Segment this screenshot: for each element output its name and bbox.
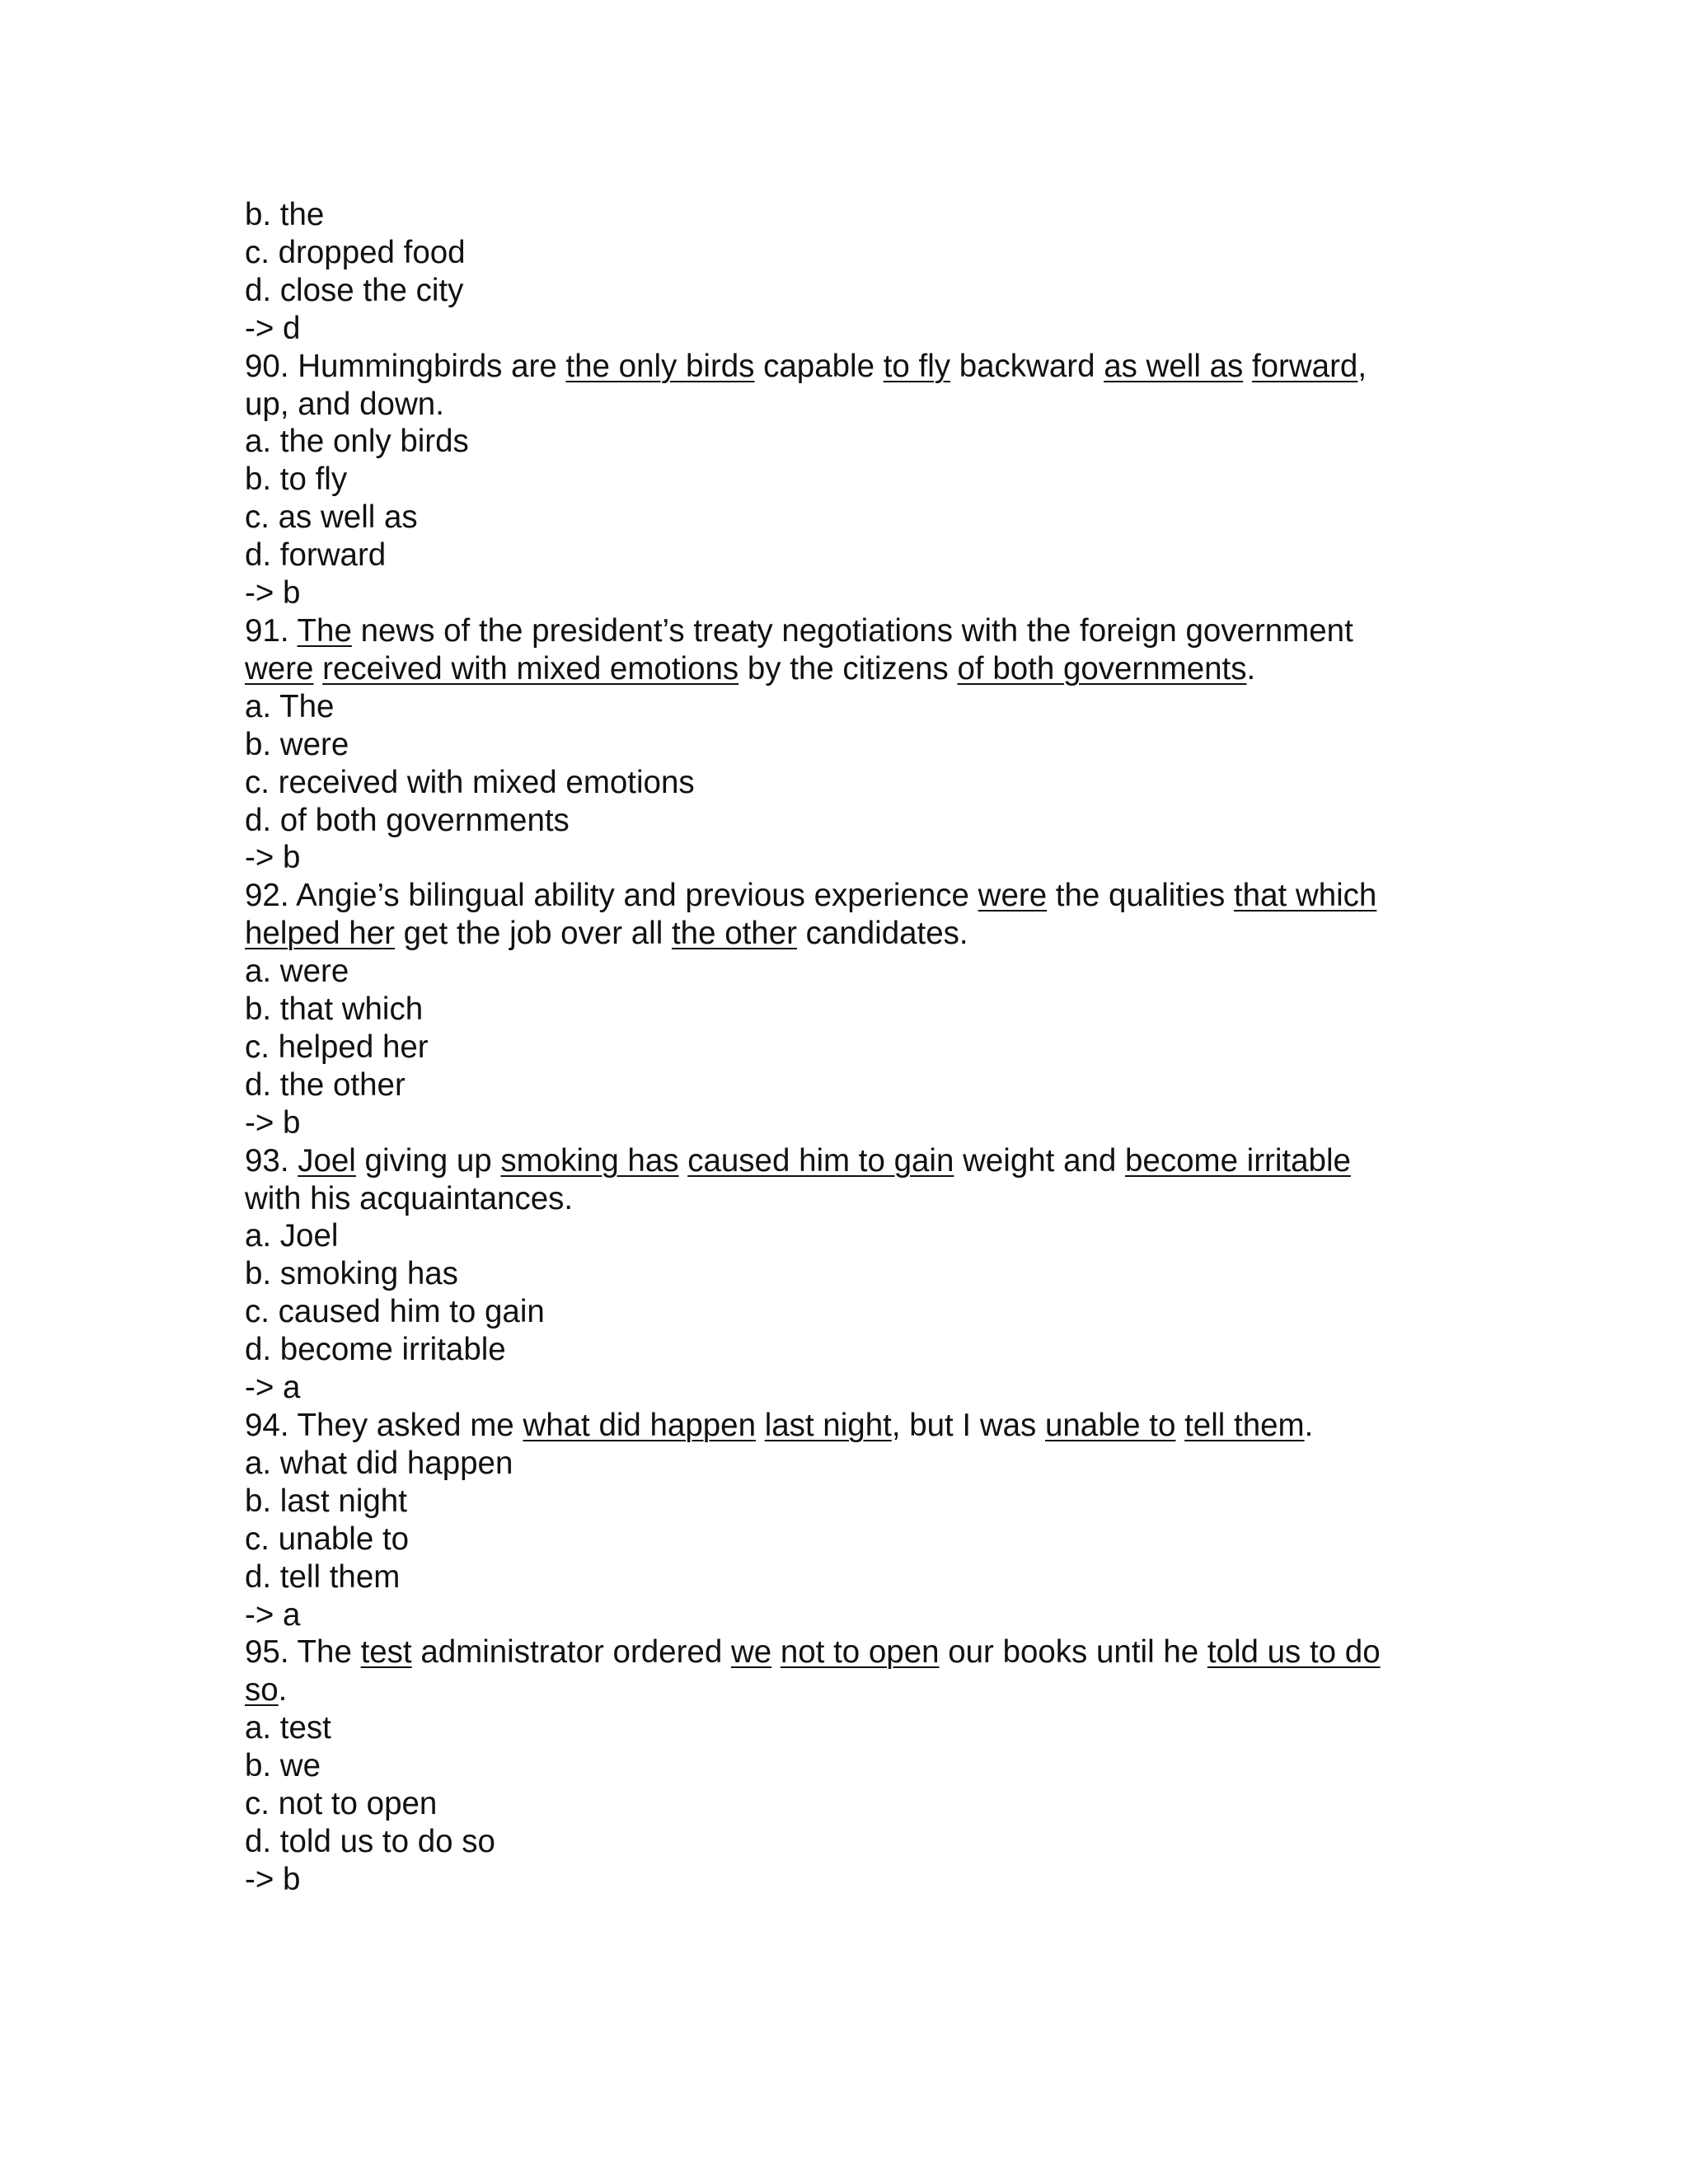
text-segment bbox=[771, 1634, 781, 1670]
answer-option: d. forward bbox=[245, 537, 387, 574]
text-segment: weight and bbox=[954, 1142, 1126, 1179]
question-stem-line bbox=[245, 650, 1456, 688]
answer-option: a. Joel bbox=[245, 1218, 339, 1254]
question-stem-line bbox=[245, 1142, 1456, 1180]
text-segment bbox=[679, 1143, 688, 1179]
text-segment: , bbox=[1357, 348, 1367, 384]
underlined-segment: received with mixed emotions bbox=[322, 650, 739, 687]
question-stem-line bbox=[245, 915, 1456, 953]
answer-key: -> a bbox=[245, 1596, 301, 1633]
answer-option: d. become irritable bbox=[245, 1332, 506, 1368]
question-stem-line bbox=[245, 612, 1456, 650]
text-segment: 95. The bbox=[245, 1634, 361, 1671]
text-segment: candidates. bbox=[796, 916, 968, 952]
text-segment bbox=[1243, 349, 1252, 384]
underlined-segment: the only birds bbox=[565, 348, 755, 384]
text-segment: . bbox=[1304, 1408, 1314, 1443]
text-segment bbox=[756, 1408, 765, 1443]
answer-option: c. helped her bbox=[245, 1029, 429, 1065]
text-segment: administrator ordered bbox=[411, 1634, 731, 1671]
underlined-segment: as well as bbox=[1104, 348, 1244, 384]
text-segment: up, and down. bbox=[245, 386, 444, 422]
question-94 bbox=[245, 1407, 1456, 1633]
question-stem-line bbox=[245, 1671, 1456, 1709]
answer-option: b. last night bbox=[245, 1483, 407, 1519]
text-segment bbox=[313, 651, 322, 687]
answer-option: a. The bbox=[245, 688, 335, 724]
text-segment: by the citizens bbox=[738, 650, 958, 687]
question-stem-line bbox=[245, 877, 1456, 915]
question-stem-line bbox=[245, 1407, 1456, 1445]
underlined-segment: we bbox=[730, 1634, 772, 1671]
answer-option: c. not to open bbox=[245, 1786, 438, 1822]
text-segment: the qualities bbox=[1047, 878, 1234, 914]
underlined-segment: caused him to gain bbox=[687, 1142, 954, 1179]
question-95 bbox=[245, 1633, 1456, 1898]
answer-option: a. test bbox=[245, 1710, 331, 1746]
underlined-segment: not to open bbox=[780, 1634, 940, 1671]
question-stem-line bbox=[245, 348, 1456, 386]
answer-option: b. to fly bbox=[245, 462, 348, 498]
question-stem-line bbox=[245, 1180, 1456, 1218]
fragment-option-d: d. close the city bbox=[245, 272, 464, 308]
answer-option: c. unable to bbox=[245, 1521, 410, 1557]
fragment-block bbox=[245, 196, 1456, 348]
question-stem-line bbox=[245, 1633, 1456, 1671]
underlined-segment: that which bbox=[1233, 878, 1377, 914]
underlined-segment: forward bbox=[1251, 348, 1358, 384]
underlined-segment: test bbox=[360, 1634, 412, 1671]
text-segment: backward bbox=[950, 348, 1104, 384]
answer-option: c. received with mixed emotions bbox=[245, 764, 695, 800]
underlined-segment: Joel bbox=[298, 1142, 356, 1179]
text-segment: capable bbox=[754, 348, 884, 384]
text-segment: news of the president’s treaty negotiations with the foreign government bbox=[351, 612, 1353, 649]
text-segment: giving up bbox=[355, 1142, 501, 1179]
answer-key: -> b bbox=[245, 840, 301, 876]
answer-option: d. told us to do so bbox=[245, 1823, 495, 1859]
text-segment: get the job over all bbox=[394, 916, 672, 952]
text-segment: our books until he bbox=[939, 1634, 1207, 1671]
text-segment: . bbox=[1246, 650, 1256, 687]
answer-option: d. of both governments bbox=[245, 802, 570, 838]
question-93 bbox=[245, 1142, 1456, 1407]
answer-key: -> b bbox=[245, 575, 301, 612]
underlined-segment: what did happen bbox=[523, 1408, 756, 1443]
underlined-segment: last night bbox=[764, 1408, 892, 1443]
answer-option: a. were bbox=[245, 954, 349, 990]
document-page bbox=[245, 196, 1456, 1899]
question-92 bbox=[245, 877, 1456, 1141]
text-segment: 93. bbox=[245, 1142, 298, 1179]
answer-option: d. the other bbox=[245, 1066, 406, 1103]
underlined-segment: The bbox=[297, 612, 352, 649]
underlined-segment: unable to bbox=[1044, 1408, 1176, 1443]
underlined-segment: become irritable bbox=[1125, 1142, 1351, 1179]
answer-option: a. what did happen bbox=[245, 1445, 513, 1481]
underlined-segment: the other bbox=[671, 916, 797, 952]
underlined-segment: told us to do bbox=[1207, 1634, 1381, 1671]
answer-option: b. that which bbox=[245, 991, 424, 1028]
answer-option: b. smoking has bbox=[245, 1256, 458, 1292]
underlined-segment: to fly bbox=[883, 348, 951, 384]
answer-option: c. caused him to gain bbox=[245, 1294, 545, 1330]
answer-option: b. we bbox=[245, 1748, 321, 1784]
answer-option: c. as well as bbox=[245, 499, 418, 536]
underlined-segment: were bbox=[978, 878, 1048, 914]
text-segment: 90. Hummingbirds are bbox=[245, 348, 566, 384]
underlined-segment: were bbox=[245, 650, 314, 687]
fragment-option-b: b. the bbox=[245, 197, 325, 232]
underlined-segment: so bbox=[245, 1672, 279, 1708]
text-segment: 94. They asked me bbox=[245, 1408, 523, 1443]
fragment-answer: -> d bbox=[245, 310, 301, 346]
fragment-option-c: c. dropped food bbox=[245, 234, 466, 270]
answer-option: b. were bbox=[245, 726, 349, 762]
text-segment bbox=[1175, 1408, 1184, 1443]
answer-key: -> b bbox=[245, 1861, 301, 1897]
text-segment: with his acquaintances. bbox=[245, 1180, 574, 1216]
text-segment: . bbox=[278, 1672, 288, 1708]
question-list bbox=[245, 348, 1456, 1899]
underlined-segment: tell them bbox=[1184, 1408, 1305, 1443]
question-stem-line bbox=[245, 386, 1456, 424]
underlined-segment: of both governments bbox=[957, 650, 1247, 687]
question-91 bbox=[245, 612, 1456, 877]
answer-key: -> b bbox=[245, 1104, 301, 1141]
underlined-segment: helped her bbox=[245, 916, 395, 952]
text-segment: , but I was bbox=[891, 1408, 1045, 1443]
answer-option: a. the only birds bbox=[245, 424, 469, 460]
answer-option: d. tell them bbox=[245, 1558, 401, 1595]
text-segment: 91. bbox=[245, 612, 298, 649]
answer-key: -> a bbox=[245, 1370, 301, 1406]
question-90 bbox=[245, 348, 1456, 612]
underlined-segment: smoking has bbox=[500, 1142, 679, 1179]
text-segment: 92. Angie’s bilingual ability and previous experience bbox=[245, 878, 978, 914]
